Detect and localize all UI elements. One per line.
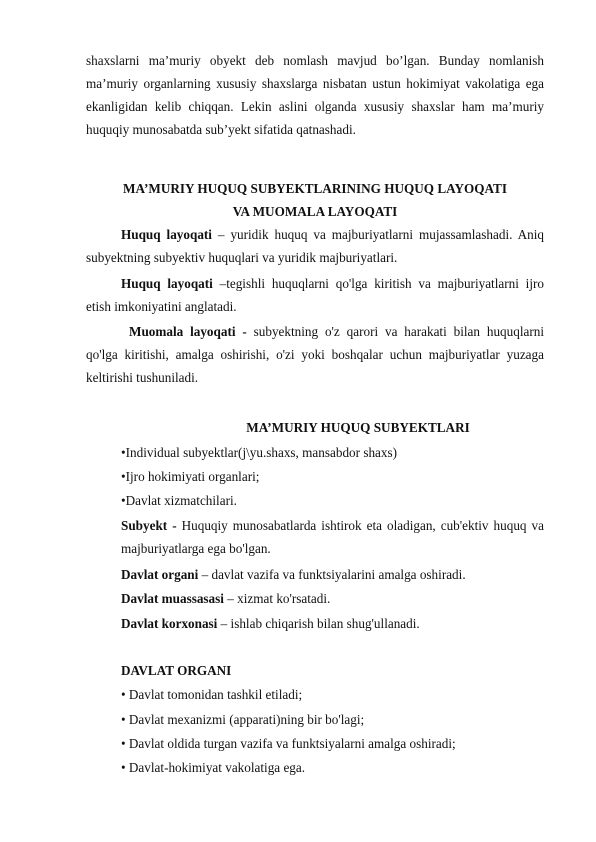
huquq-layoqati-definition-2: [86, 272, 544, 318]
davlat-muassasasi-definition: [121, 587, 544, 610]
term: Davlat organi: [121, 567, 199, 582]
list-item: •Davlat xizmatchilari.: [121, 493, 237, 508]
list-item: • Davlat oldida turgan vazifa va funktsiyalarni amalga oshiradi;: [121, 736, 456, 751]
section2-title: MA’MURIY HUQUQ SUBYEKTLARI: [246, 420, 470, 435]
term: Muomala layoqati -: [129, 324, 247, 339]
definition-text: –tegishli huquqlarni qo'lga kiritish va majburiyatlarni ijro etish imkoniyatini anglatadi.: [86, 276, 544, 314]
list-item: • Davlat mexanizmi (apparati)ning bir bo'lagi;: [121, 712, 365, 727]
intro-paragraph: shaxslarni ma’muriy obyekt deb nomlash mavjud bo’lgan. Bunday nomlanish ma’muriy organlarning xususiy shaxslarga nisbatan ustun hokimiyat vakolatiga ega ekanligidan kelib chiqqan. Lekin aslini olganda xususiy shaxslar ham ma’muriy huquqiy munosabatda sub’yekt sifatida qatnashadi.: [86, 53, 544, 137]
term: Davlat korxonasi: [121, 616, 218, 631]
term: Subyekt -: [121, 518, 177, 533]
huquq-layoqati-definition-1: [86, 223, 544, 269]
definition-text: – davlat vazifa va funktsiyalarini amalga oshiradi.: [198, 567, 466, 582]
list-item: • Davlat tomonidan tashkil etiladi;: [121, 687, 303, 702]
list-item: •Individual subyektlar(j\yu.shaxs, mansabdor shaxs): [121, 445, 398, 460]
definition-text: – yuridik huquq va majburiyatlarni mujassamlashadi. Aniq subyektning subyektiv huquqlari va yuridik majburiyatlari.: [86, 227, 544, 265]
definition-text: – xizmat ko'rsatadi.: [223, 591, 331, 606]
section1-title-line1: MA’MURIY HUQUQ SUBYEKTLARINING HUQUQ LAYOQATI: [123, 181, 507, 196]
list-item: • Davlat-hokimiyat vakolatiga ega.: [121, 760, 306, 775]
section3-title: DAVLAT ORGANI: [121, 663, 232, 678]
definition-text: – ishlab chiqarish bilan shug'ullanadi.: [217, 616, 420, 631]
section1-title-line2: VA MUOMALA LAYOQATI: [232, 204, 398, 219]
subyekt-definition: [121, 514, 544, 560]
davlat-korxonasi-definition: [121, 612, 544, 635]
term: Huquq layoqati: [121, 276, 213, 291]
list-item: •Ijro hokimiyati organlari;: [121, 469, 260, 484]
definition-text: Huquqiy munosabatlarda ishtirok eta oladigan, cub'ektiv huquq va majburiyatlarga ega bo'lgan.: [121, 518, 544, 556]
muomala-layoqati-definition: [86, 320, 544, 389]
term: Huquq layoqati: [121, 227, 212, 242]
definition-text: subyektning o'z qarori va harakati bilan huquqlarni qo'lga kiritishi, amalga oshirishi, o'zi yoki boshqalar uchun majburiyatlar yuzaga keltirishi tushuniladi.: [86, 324, 544, 385]
term: Davlat muassasasi: [121, 591, 224, 606]
davlat-organi-definition: [121, 563, 544, 586]
